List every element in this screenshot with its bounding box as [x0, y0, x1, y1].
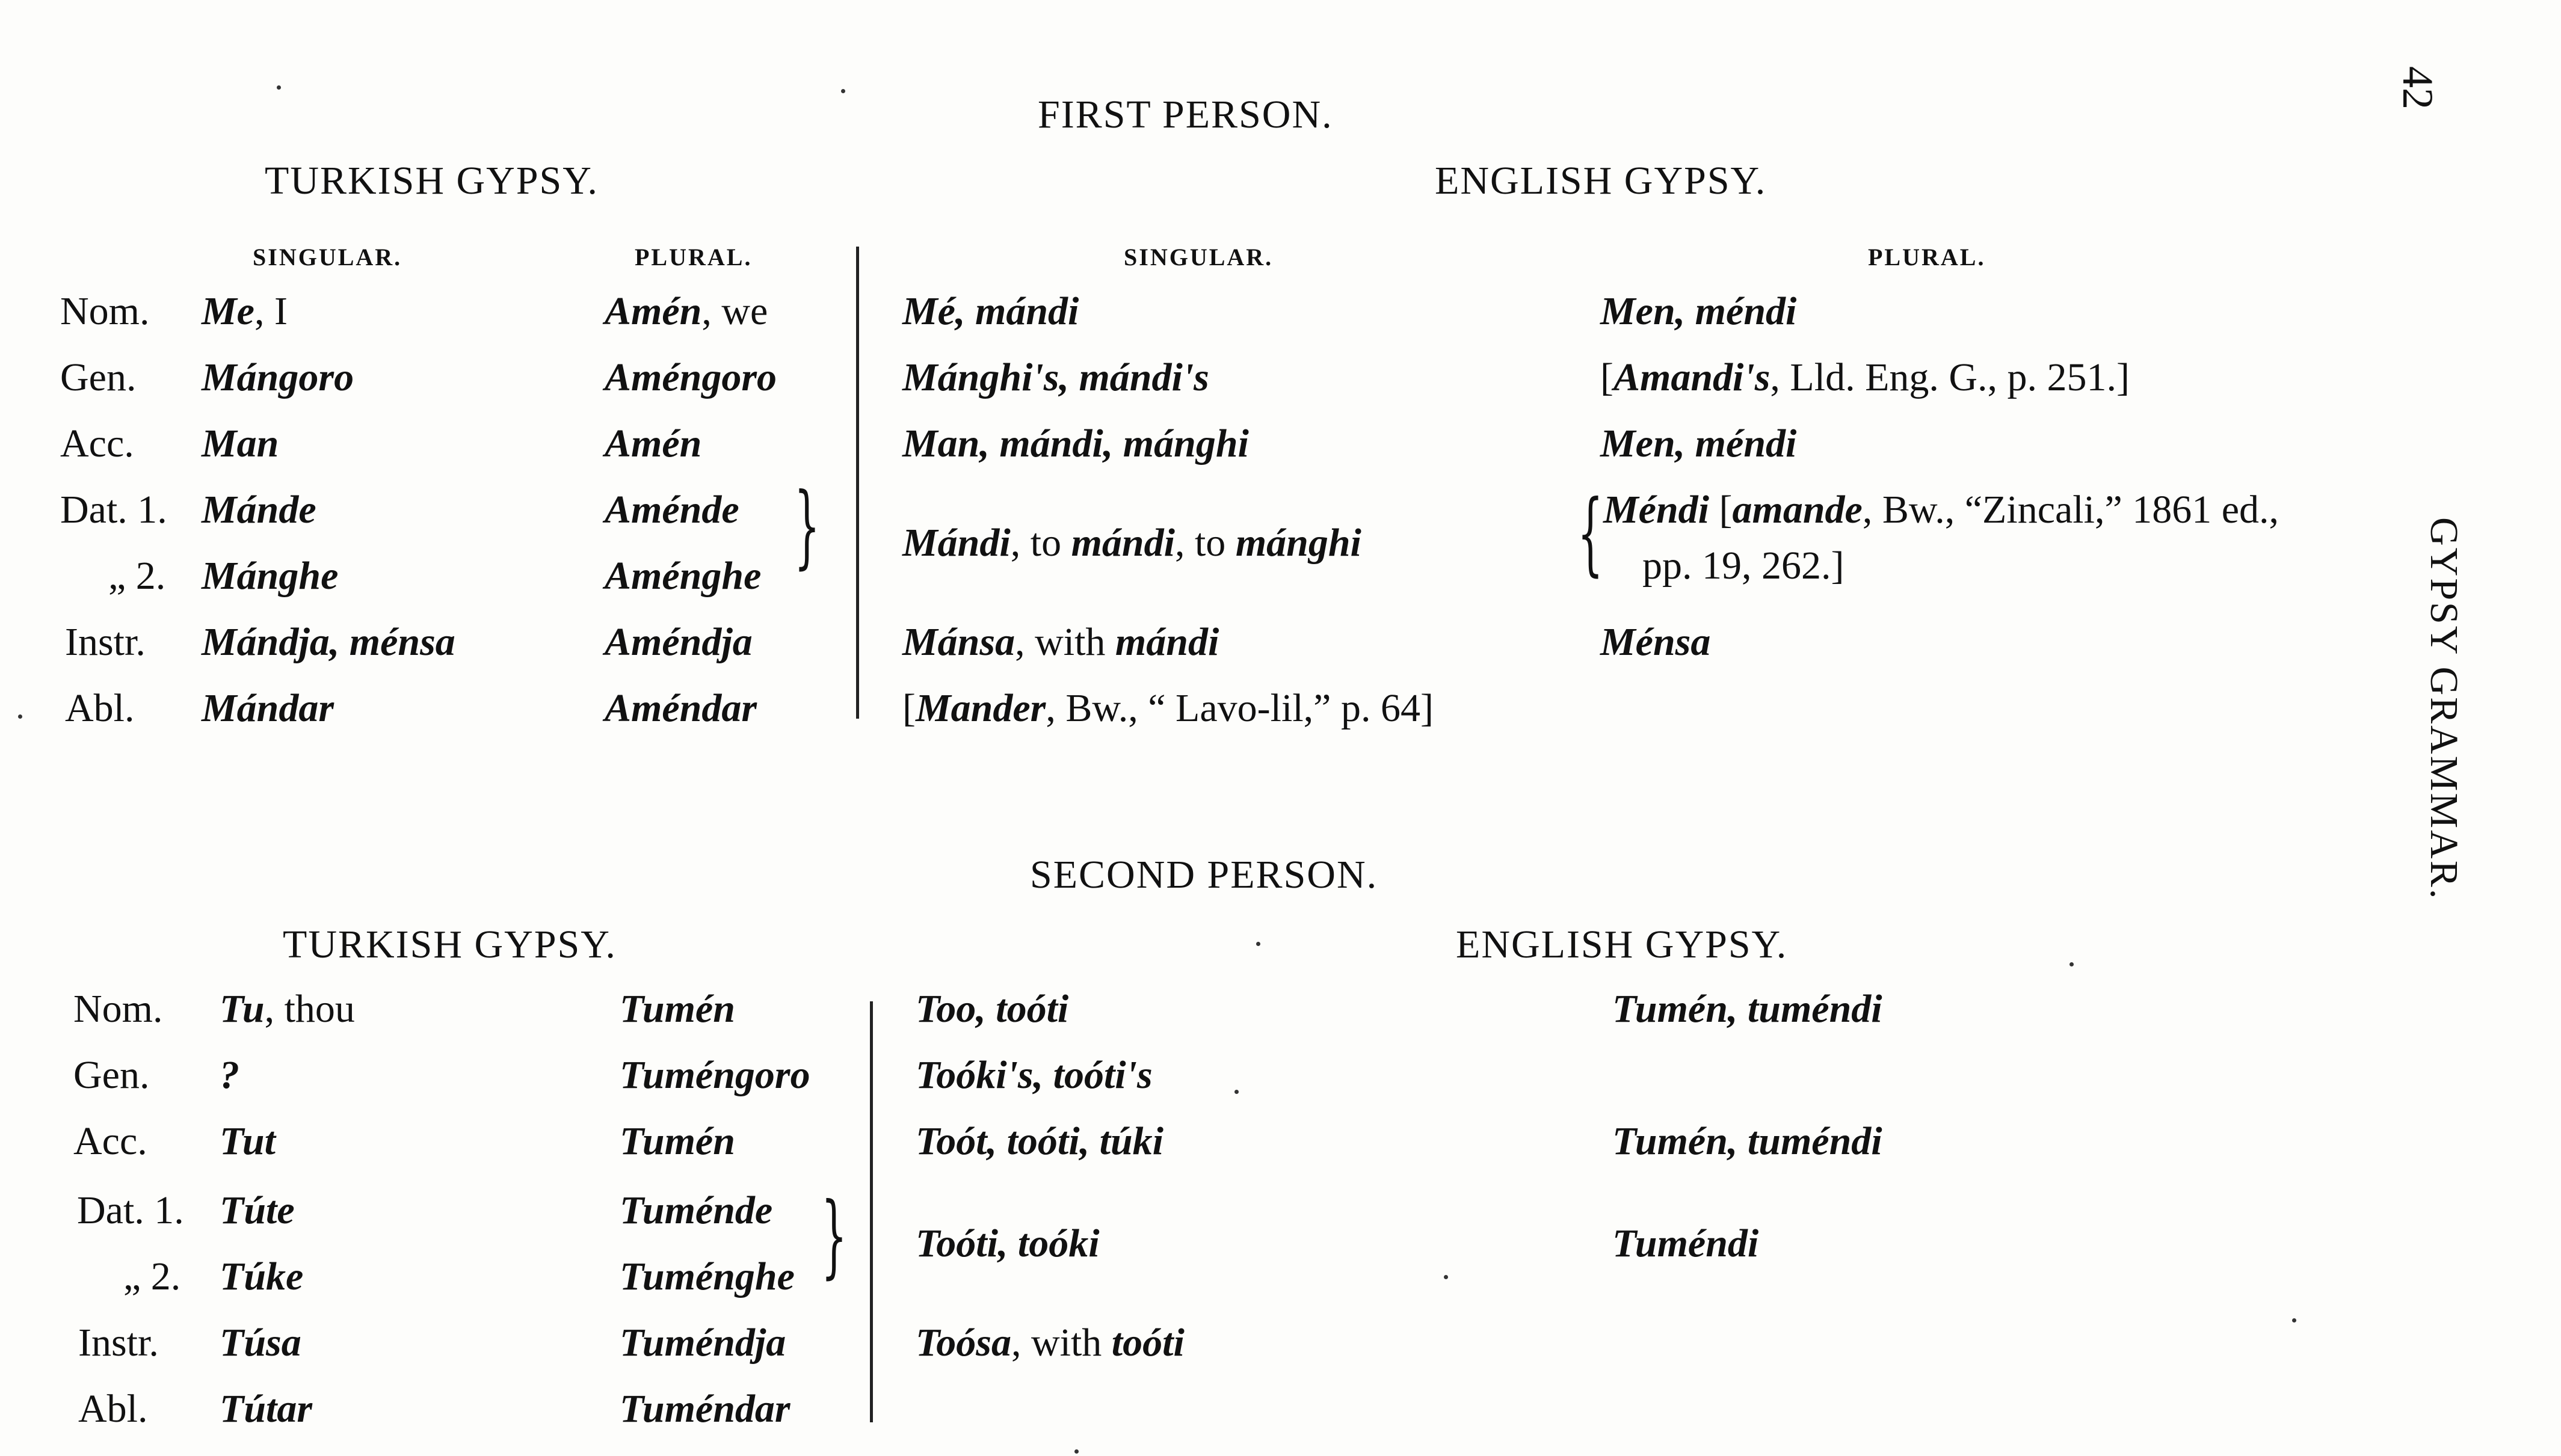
- s1-turkish-plural-form: Aménde: [605, 488, 739, 532]
- section1-title: FIRST PERSON.: [1038, 93, 1333, 137]
- s2-turkish-plural: Tuméngoro: [620, 1053, 810, 1097]
- s1-case-label: Gen.: [60, 355, 137, 399]
- s2-turkish-singular-gloss: , thou: [264, 987, 355, 1031]
- s1-english-plural-run: [: [1600, 355, 1613, 399]
- section1-english-head: ENGLISH GYPSY.: [1435, 159, 1767, 203]
- speck: [1234, 1090, 1239, 1094]
- s1-turkish-singular-form: Mándar: [202, 686, 334, 730]
- s1-dative-brace-turkish: }: [794, 474, 820, 579]
- s1-dative-english-singular-run: mándi: [1071, 521, 1175, 565]
- s2-english-singular-run: toóti: [1111, 1321, 1185, 1365]
- s2-english-singular-run: Toót, toóti, túki: [916, 1119, 1163, 1163]
- s2-english-singular: [916, 989, 1068, 1029]
- s2-turkish-singular: [220, 1323, 301, 1363]
- s1-case-label: Dat. 1.: [60, 488, 167, 532]
- s2-english-singular-run: Toóki's, toóti's: [916, 1053, 1153, 1097]
- s1-turkish-singular-form: Man: [202, 422, 279, 465]
- s1-dative-english-plural-2-run: pp. 19, 262.]: [1642, 544, 1844, 588]
- s2-turkish-plural: Tumén: [620, 987, 735, 1031]
- s1-turkish-singular: [202, 424, 279, 464]
- s1-english-plural-head: PLURAL.: [1868, 244, 1986, 271]
- speck: [2069, 962, 2074, 966]
- s1-english-singular: [902, 355, 1209, 399]
- s2-english-singular-run: Toósa: [916, 1321, 1011, 1365]
- s1-english-singular-run: Mánsa: [902, 620, 1015, 664]
- s1-turkish-plural-form: Amén: [605, 289, 702, 333]
- s1-turkish-plural: [605, 622, 753, 662]
- s2-dative-english-singular-run: Toóti, toóki: [916, 1221, 1100, 1265]
- s1-case-label: Nom.: [60, 289, 150, 333]
- s1-english-plural: [1600, 355, 2130, 399]
- s2-english-plural: [1612, 989, 1882, 1029]
- s2-english-singular-run: , with: [1011, 1321, 1112, 1365]
- s1-dative-brace-english: {: [1577, 481, 1603, 586]
- s2-turkish-singular-form: Túsa: [220, 1321, 301, 1365]
- s1-english-singular: [902, 289, 1079, 333]
- section2-english-head: ENGLISH GYPSY.: [1456, 923, 1788, 966]
- s1-dative-english-plural-2: [1642, 546, 1844, 586]
- s2-english-singular: [916, 1323, 1185, 1363]
- s1-turkish-plural-gloss: , we: [701, 289, 768, 333]
- s1-english-plural-run: , Lld. Eng. G., p. 251.]: [1770, 355, 2130, 399]
- s1-english-plural: [1600, 622, 1710, 662]
- s1-turkish-singular-gloss: , I: [254, 289, 288, 333]
- s1-dative-english-singular: [902, 523, 1361, 563]
- s2-dative-english-singular: [916, 1221, 1100, 1265]
- s1-english-singular-run: Mánghi's, mándi's: [902, 355, 1209, 399]
- s1-english-plural-run: Ménsa: [1600, 620, 1711, 664]
- s2-turkish-singular: [220, 1389, 312, 1429]
- s1-turkish-singular-form: Me: [202, 289, 254, 333]
- s1-english-plural-run: Men, méndi: [1600, 422, 1797, 465]
- s1-english-singular: [902, 424, 1249, 464]
- s2-turkish-singular: [220, 1188, 295, 1232]
- s1-turkish-plural: [605, 289, 768, 333]
- s2-english-singular: [916, 1055, 1153, 1095]
- s2-dative-brace-turkish: }: [821, 1184, 847, 1288]
- s1-english-singular-run: mándi: [1115, 620, 1219, 664]
- s1-turkish-singular-head: SINGULAR.: [253, 244, 402, 271]
- s1-english-singular-run: [: [902, 686, 916, 730]
- s1-dative-english-singular-run: , to: [1010, 521, 1071, 565]
- s2-case-label: Dat. 1.: [77, 1188, 184, 1232]
- section2-turkish-head: TURKISH GYPSY.: [283, 923, 617, 966]
- s2-turkish-plural: Tuménghe: [620, 1255, 795, 1298]
- s2-dative-english-plural-run: Tuméndi: [1612, 1221, 1759, 1265]
- s1-turkish-plural: [605, 686, 757, 730]
- s1-english-singular-run: , Bw., “ Lavo-lil,” p. 64]: [1046, 686, 1434, 730]
- speck: [2292, 1318, 2296, 1322]
- s1-dative-english-plural-1-run: Méndi: [1603, 488, 1710, 532]
- speck: [1256, 942, 1260, 946]
- s2-case-label: Acc.: [73, 1119, 147, 1163]
- s2-english-singular-run: Too, toóti: [916, 987, 1069, 1031]
- s1-english-plural: [1600, 289, 1797, 333]
- s2-english-plural-run: Tumén, tuméndi: [1612, 1119, 1882, 1163]
- page-number: 42: [2394, 66, 2442, 109]
- s1-turkish-plural-form: Améndar: [605, 686, 757, 730]
- s1-turkish-plural-form: Amén: [605, 422, 702, 465]
- s2-turkish-plural: Tuménde: [620, 1188, 773, 1232]
- s1-turkish-singular: [202, 622, 455, 662]
- s1-dative-english-plural-1-run: , Bw., “Zincali,” 1861 ed.,: [1862, 488, 2279, 532]
- s1-turkish-plural-head: PLURAL.: [635, 244, 753, 271]
- speck: [18, 714, 22, 719]
- s1-turkish-plural-form: Améndja: [605, 620, 753, 664]
- s2-turkish-singular: [220, 1055, 239, 1095]
- speck: [1444, 1275, 1448, 1279]
- s1-turkish-singular: [202, 355, 354, 399]
- s2-english-plural: [1612, 1119, 1882, 1163]
- s1-english-plural: [1600, 424, 1796, 464]
- s1-turkish-plural: [605, 355, 777, 399]
- s1-dative-english-plural-1-run: [: [1709, 488, 1733, 532]
- s1-english-singular-run: Mander: [915, 686, 1046, 730]
- s2-turkish-singular-form: Túke: [220, 1255, 304, 1298]
- speck: [841, 89, 845, 93]
- s1-dative-english-plural-1-run: amande: [1732, 488, 1863, 532]
- s1-dative-english-singular-run: , to: [1174, 521, 1236, 565]
- s1-turkish-singular: [202, 490, 316, 530]
- s1-case-label: Instr.: [65, 620, 146, 664]
- s1-case-label: Acc.: [60, 422, 134, 465]
- s1-dative-english-singular-run: Mándi: [902, 521, 1011, 565]
- s1-turkish-singular-form: Mángoro: [202, 355, 354, 399]
- s2-turkish-plural: Tuméndar: [620, 1387, 790, 1431]
- s2-turkish-singular-form: Túte: [220, 1188, 295, 1232]
- s2-column-rule: [870, 1001, 873, 1422]
- s1-turkish-plural: [605, 490, 739, 530]
- section2-title: SECOND PERSON.: [1030, 853, 1378, 897]
- s1-turkish-plural-form: Aménghe: [605, 554, 762, 598]
- s1-turkish-plural: [605, 556, 761, 596]
- s1-turkish-singular-form: Mánghe: [202, 554, 339, 598]
- s1-case-label: Abl.: [65, 686, 135, 730]
- s1-column-rule: [856, 247, 859, 719]
- s1-turkish-plural: [605, 424, 701, 464]
- s1-case-label: „ 2.: [108, 554, 166, 598]
- s1-dative-english-plural-1: [1603, 490, 2279, 530]
- s2-case-label: Nom.: [73, 987, 163, 1031]
- s1-english-plural-run: Men, méndi: [1600, 289, 1797, 333]
- s1-english-singular-run: , with: [1015, 620, 1115, 664]
- s1-turkish-singular: [202, 556, 338, 596]
- s2-turkish-plural: Tuméndja: [620, 1321, 786, 1365]
- s1-turkish-singular-form: Mándja, ménsa: [202, 620, 455, 664]
- s2-turkish-singular: [220, 1257, 303, 1297]
- s1-english-singular: [902, 686, 1434, 730]
- s1-turkish-singular: [202, 686, 334, 730]
- s2-turkish-singular: [220, 989, 355, 1029]
- s2-turkish-singular-form: ?: [220, 1053, 239, 1097]
- s2-turkish-plural: Tumén: [620, 1119, 735, 1163]
- s2-english-singular: [916, 1119, 1163, 1163]
- s2-turkish-singular-form: Tútar: [220, 1387, 313, 1431]
- section1-turkish-head: TURKISH GYPSY.: [265, 159, 599, 203]
- s1-english-singular: [902, 622, 1219, 662]
- speck: [1074, 1449, 1079, 1454]
- s2-dative-english-plural: [1612, 1221, 1759, 1265]
- s2-turkish-singular: [220, 1119, 276, 1163]
- s2-english-plural-run: Tumén, tuméndi: [1612, 987, 1882, 1031]
- s1-english-singular-head: SINGULAR.: [1124, 244, 1274, 271]
- s1-dative-english-singular-run: mánghi: [1235, 521, 1361, 565]
- s2-case-label: Instr.: [78, 1321, 159, 1365]
- s1-english-plural-run: Amandi's: [1613, 355, 1771, 399]
- s2-case-label: Abl.: [78, 1387, 148, 1431]
- s1-english-singular-run: Man, mándi, mánghi: [902, 422, 1249, 465]
- s2-turkish-singular-form: Tu: [220, 987, 265, 1031]
- s2-turkish-singular-form: Tut: [220, 1119, 276, 1163]
- s2-case-label: Gen.: [73, 1053, 150, 1097]
- s2-case-label: „ 2.: [123, 1255, 181, 1298]
- s1-turkish-singular-form: Mánde: [202, 488, 316, 532]
- s1-english-singular-run: Mé, mándi: [902, 289, 1079, 333]
- s1-turkish-singular: [202, 289, 288, 333]
- speck: [277, 85, 281, 90]
- s1-turkish-plural-form: Améngoro: [605, 355, 777, 399]
- running-head: GYPSY GRAMMAR.: [2422, 517, 2466, 901]
